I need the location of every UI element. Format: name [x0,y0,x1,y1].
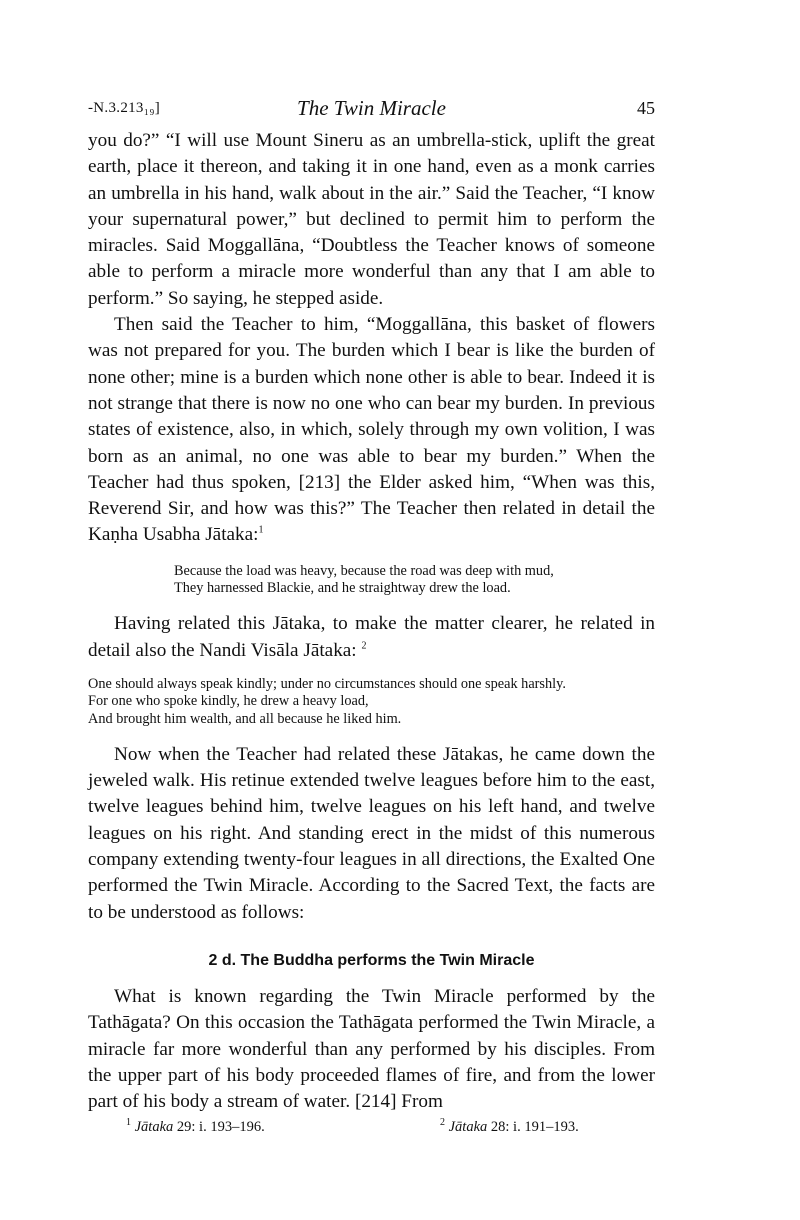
paragraph-3-text: Having related this Jātaka, to make the matter clearer, he related in detail also the Nandi Visāla Jātaka: [88,613,655,661]
paragraph-2 [88,312,655,549]
header-reference: -N.3.213₁₉] [88,100,161,116]
page-number: 45 [637,98,655,118]
running-title: The Twin Miracle [297,96,446,120]
footnote-ref-1: 1 [258,525,264,537]
footnotes [88,1119,655,1143]
verse-line: One should always speak kindly; under no circumstances should one speak harshly. [88,675,566,692]
paragraph-5: What is known regarding the Twin Miracle performed by the Tathāgata? On this occasion the Tathāgata performed the Twin Miracle, a miracle far more wonderful than any performed by his disciples. From the upper part of his body proceeded flames of fire, and from the lower part of his body a stream of water. [214] From [88,985,655,1113]
footnote-ref: 28: i. 191–193. [490,1119,579,1136]
footnote-ref-2: 2 [361,640,367,652]
verse-nandi-visala [88,676,655,728]
book-page [88,96,655,1143]
footnote-1 [126,1119,265,1136]
paragraph-4: Now when the Teacher had related these Jātakas, he came down the jeweled walk. His retinue extended twelve leagues before him to the east, twelve leagues behind him, twelve leagues on his left hand, and twelve leagues on his right. And standing erect in the midst of this numerous company extending twenty-four leagues in all directions, the Exalted One performed the Twin Miracle. According to the Sacred Text, the facts are to be understood as follows: [88,743,655,923]
footnote-mark: 1 [126,1117,131,1129]
paragraph-3 [88,611,655,664]
footnote-ref: 29: i. 193–196. [176,1119,265,1136]
paragraph-1: you do?” “I will use Mount Sineru as an umbrella-stick, uplift the great earth, place it thereon, and taking it in one hand, even as a monk carries an umbrella in his hand, walk about in the air.” Said the Teacher, “I know your supernatural power,” but declined to permit him to perform the miracles. Said Moggallāna, “Doubtless the Teacher knows of someone able to perform a miracle more wonderful than any that I am able to perform.” So saying, he stepped aside. [88,130,655,309]
section-heading: 2 d. The Buddha performs the Twin Miracle [208,951,535,969]
verse-line: Because the load was heavy, because the road was deep with mud, [174,562,554,579]
verse-line: For one who spoke kindly, he drew a heavy load, [88,693,369,710]
running-header [88,96,655,128]
footnote-work: Jātaka [448,1119,488,1136]
footnote-work: Jātaka [134,1119,174,1136]
paragraph-2-text: Then said the Teacher to him, “Moggallāna, this basket of flowers was not prepared for you. The burden which I bear is like the burden of none other; mine is a burden which none other is able to bear. Indeed it is not strange that there is now no one who can bear my burden. In previous states of existence, also, in which, solely through my own volition, I was born as an animal, no one was able to bear my burden.” When the Teacher had thus spoken, [213] the Elder asked him, “When was this, Reverend Sir, and how was this?” The Teacher then related in detail the Kaṇha Usabha Jātaka: [88,314,655,546]
footnote-mark: 2 [440,1117,445,1129]
verse-kanha-usabha [174,563,655,598]
footnote-2 [440,1119,579,1136]
verse-line: And brought him wealth, and all because he liked him. [88,710,402,727]
verse-line: They harnessed Blackie, and he straightway drew the load. [174,580,511,597]
